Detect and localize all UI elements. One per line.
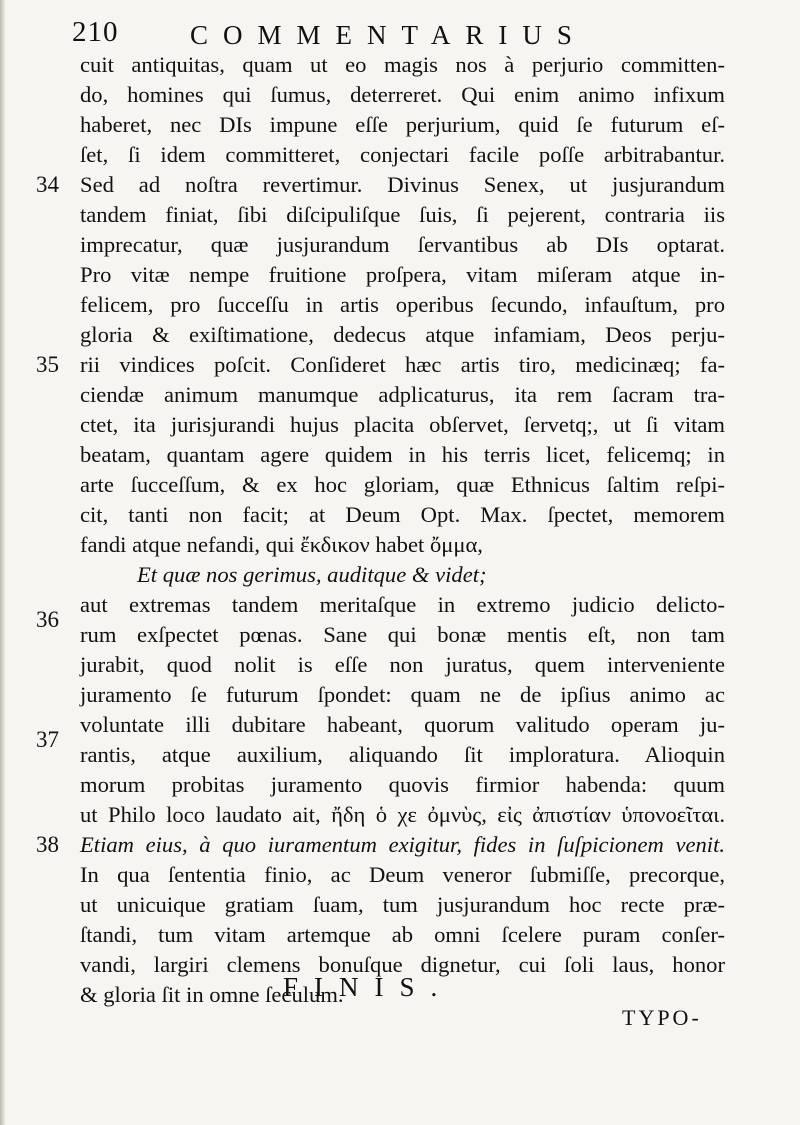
text-line: felicem, pro ſucceſſu in artis operibus ſecundo, infauſtum, pro (80, 292, 725, 317)
text-line: imprecatur, quæ jusjurandum ſervantibus ab DIs optarat. (80, 232, 725, 257)
text-line: jurabit, quod nolit is eſſe non juratus, quem interveniente (80, 652, 725, 677)
margin-number: 36 (36, 607, 59, 632)
page-number: 210 (72, 16, 119, 48)
text-line: Sed ad noſtra revertimur. Divinus Senex, ut jusjurandum (80, 172, 725, 197)
text-line: aut extremas tandem meritaſque in extremo judicio delicto- (80, 592, 725, 617)
margin-number: 34 (36, 172, 59, 197)
text-line: cuit antiquitas, quam ut eo magis nos à perjurio committen- (80, 52, 725, 77)
text-line: voluntate illi dubitare habeant, quorum valitudo operam ju- (80, 712, 725, 737)
margin-number: 35 (36, 352, 59, 377)
text-line: arte ſucceſſum, & ex hoc gloriam, quæ Ethnicus ſaltim reſpi- (80, 472, 725, 497)
text-line: tandem finiat, ſibi diſcipuliſque ſuis, ſi pejerent, contraria iis (80, 202, 725, 227)
running-title: COMMENTARIUS (190, 20, 587, 50)
verse-quotation: Et quæ nos gerimus, auditque & videt; (137, 562, 487, 587)
text-line: In qua ſententia finio, ac Deum veneror ſubmiſſe, precorque, (80, 862, 725, 887)
margin-number: 37 (36, 727, 59, 752)
text-line: haberet, nec DIs impune eſſe perjurium, quid ſe futurum eſ- (80, 112, 725, 137)
text-line: beatam, quantam agere quidem in his terris licet, felicemq; in (80, 442, 725, 467)
margin-number: 38 (36, 832, 59, 857)
text-line: ctet, ita jurisjurandi hujus placita obſervet, ſervetq;, ut ſi vitam (80, 412, 725, 437)
text-line: morum probitas juramento quovis firmior habenda: quum (80, 772, 725, 797)
text-line: do, homines qui ſumus, deterreret. Qui enim animo infixum (80, 82, 725, 107)
translation-line: Etiam eius, à quo iuramentum exigitur, fides in ſuſpicionem venit. (80, 832, 725, 857)
text-line: Pro vitæ nempe fruitione proſpera, vitam miſeram atque in- (80, 262, 725, 287)
text-line: gloria & exiſtimatione, dedecus atque infamiam, Deos perju- (80, 322, 725, 347)
text-line: ſet, ſi idem committeret, conjectari facile poſſe arbitrabantur. (80, 142, 725, 167)
text-line: ut unicuique gratiam ſuam, tum jusjurandum hoc recte præ- (80, 892, 725, 917)
text-line: & gloria ſit in omne ſeculum. (80, 982, 344, 1007)
text-line: rantis, atque auxilium, aliquando ſit imploratura. Alioquin (80, 742, 725, 767)
running-head (72, 14, 732, 54)
text-line: rii vindices poſcit. Conſideret hæc artis tiro, medicinæq; fa- (80, 352, 725, 377)
text-line: juramento ſe futurum ſpondet: quam ne de ipſius animo ac (80, 682, 725, 707)
finis-heading: FINIS. (283, 972, 454, 1002)
catchword: TYPO- (622, 1005, 702, 1030)
text-line: rum exſpectet pœnas. Sane qui bonæ mentis eſt, non tam (80, 622, 725, 647)
page-gutter-shadow (0, 0, 6, 1125)
text-line: vandi, largiri clemens bonuſque dignetur, cui ſoli laus, honor (80, 952, 725, 977)
text-line-greek: ut Philo loco laudato ait, ἤδη ὁ χε ὀμνὺς, εἰς ἀπιστίαν ὑπονοεῖται. (80, 802, 725, 827)
text-line: fandi atque nefandi, qui ἔκδικον habet ὄμμα, (80, 532, 483, 557)
text-line: ciendæ animum manumque adplicaturus, ita rem ſacram tra- (80, 382, 725, 407)
text-line: cit, tanti non facit; at Deum Opt. Max. ſpectet, memorem (80, 502, 725, 527)
text-line: ſtandi, tum vitam artemque ab omni ſcelere puram conſer- (80, 922, 725, 947)
